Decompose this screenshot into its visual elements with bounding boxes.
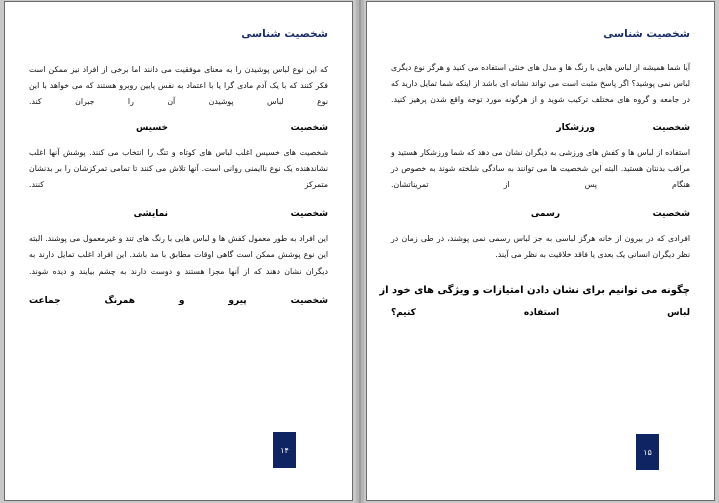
heading-word-personality: شخصیت (290, 209, 328, 220)
heading-word-personality: شخصیت (290, 122, 328, 133)
heading-word: همرنگ (104, 295, 135, 306)
page-number-badge (273, 432, 296, 468)
heading-word-formal: رسمی (530, 209, 560, 220)
intro-paragraph: آیا شما همیشه از لباس هایی با رنگ ها و مدل های خنثی استفاده می کنید و هرگز نوع دیگری لباس نمی پوشید؟ اگر پاسخ مثبت است می تواند نشانه ای باشد از اینکه شما تمایل دارید که در جامعه و گروه های مختلف ترکیب شوید و از هرگونه مورد توجه واقع شدن پرهیز کنید. (391, 63, 690, 105)
section-heading-sporty (391, 123, 690, 139)
page-number: ۱۵ (643, 447, 652, 457)
question-word: لباس (667, 307, 690, 318)
heading-word-stingy: خسیس (135, 122, 168, 133)
heading-word-personality: شخصیت (652, 209, 690, 220)
section-heading-stingy (29, 123, 328, 139)
section-heading-follower (29, 296, 328, 306)
heading-word-personality: شخصیت (652, 122, 690, 133)
heading-word-sporty: ورزشکار (556, 122, 595, 133)
heading-word: پیرو (228, 295, 247, 306)
page-15 (366, 1, 715, 501)
question-word: کنیم؟ (391, 307, 416, 318)
stingy-paragraph: شخصیت های خسیس اغلب لباس های کوتاه و تنگ را انتخاب می کنند. پوشش آنها اغلب نشاندهنده یک نوع ناایمنی روانی است. آنها تلاش می کنند تا تمامی تمرکزشان را بر بدنشان متمرکز کنند. (29, 147, 328, 190)
question-word: استفاده (523, 307, 560, 318)
heading-word: و (178, 295, 185, 306)
page-title: شخصیت شناسی (603, 28, 690, 40)
heading-word: شخصیت (290, 295, 328, 306)
page-14 (4, 1, 353, 501)
section-heading-showy (29, 209, 328, 225)
showy-paragraph: این افراد به طور معمول کفش ها و لباس هایی با رنگ های تند و غیرمعمول می پوشند. البته این نوع پوشش ممکن است گاهی اوقات مطابق با مد باشد. این افراد اغلب تمایل دارند به دیگران نشان دهند که از آنها مجزا هستند و دوست دارند به چشم بیایند و دیده شوند. (29, 234, 328, 276)
intro-paragraph: که این نوع لباس پوشیدن را به معنای موفقیت می دانند اما برخی از افراد نیز ممکن است فکر کنند که با یک آدم مادی گرا یا با اعتماد به نفس پایین روبرو هستند که می خواهد با این نوع لباس پوشیدن آن را جبران کند. (29, 65, 328, 107)
page-15-content (379, 28, 690, 324)
question-line-1: چگونه می توانیم برای نشان دادن امتیازات و ویژگی های خود از (379, 284, 690, 296)
page-gutter (356, 0, 364, 503)
page-number-badge (636, 434, 659, 470)
heading-word-showy: نمایشی (133, 209, 168, 220)
section-heading-formal (391, 209, 690, 225)
page-14-content (29, 28, 328, 306)
heading-word: جماعت (29, 295, 61, 306)
page-title: شخصیت شناسی (241, 28, 328, 40)
question-line-2 (391, 302, 690, 324)
page-number: ۱۴ (280, 445, 289, 455)
formal-paragraph: افرادی که در بیرون از خانه هرگز لباسی به جز لباس رسمی نمی پوشند، در طی زمان در نظر دیگران انسانی یک بعدی یا فاقد خلاقیت به نظر می آیند. (391, 234, 690, 260)
sporty-paragraph: استفاده از لباس ها و کفش های ورزشی به دیگران نشان می دهد که شما ورزشکار هستید و مراقب بدنتان هستید. البته این شخصیت ها می توانند به سادگی شلخته شوند به خصوص در هنگام پس از تمریناتشان. (391, 147, 690, 190)
question-heading (379, 280, 690, 324)
